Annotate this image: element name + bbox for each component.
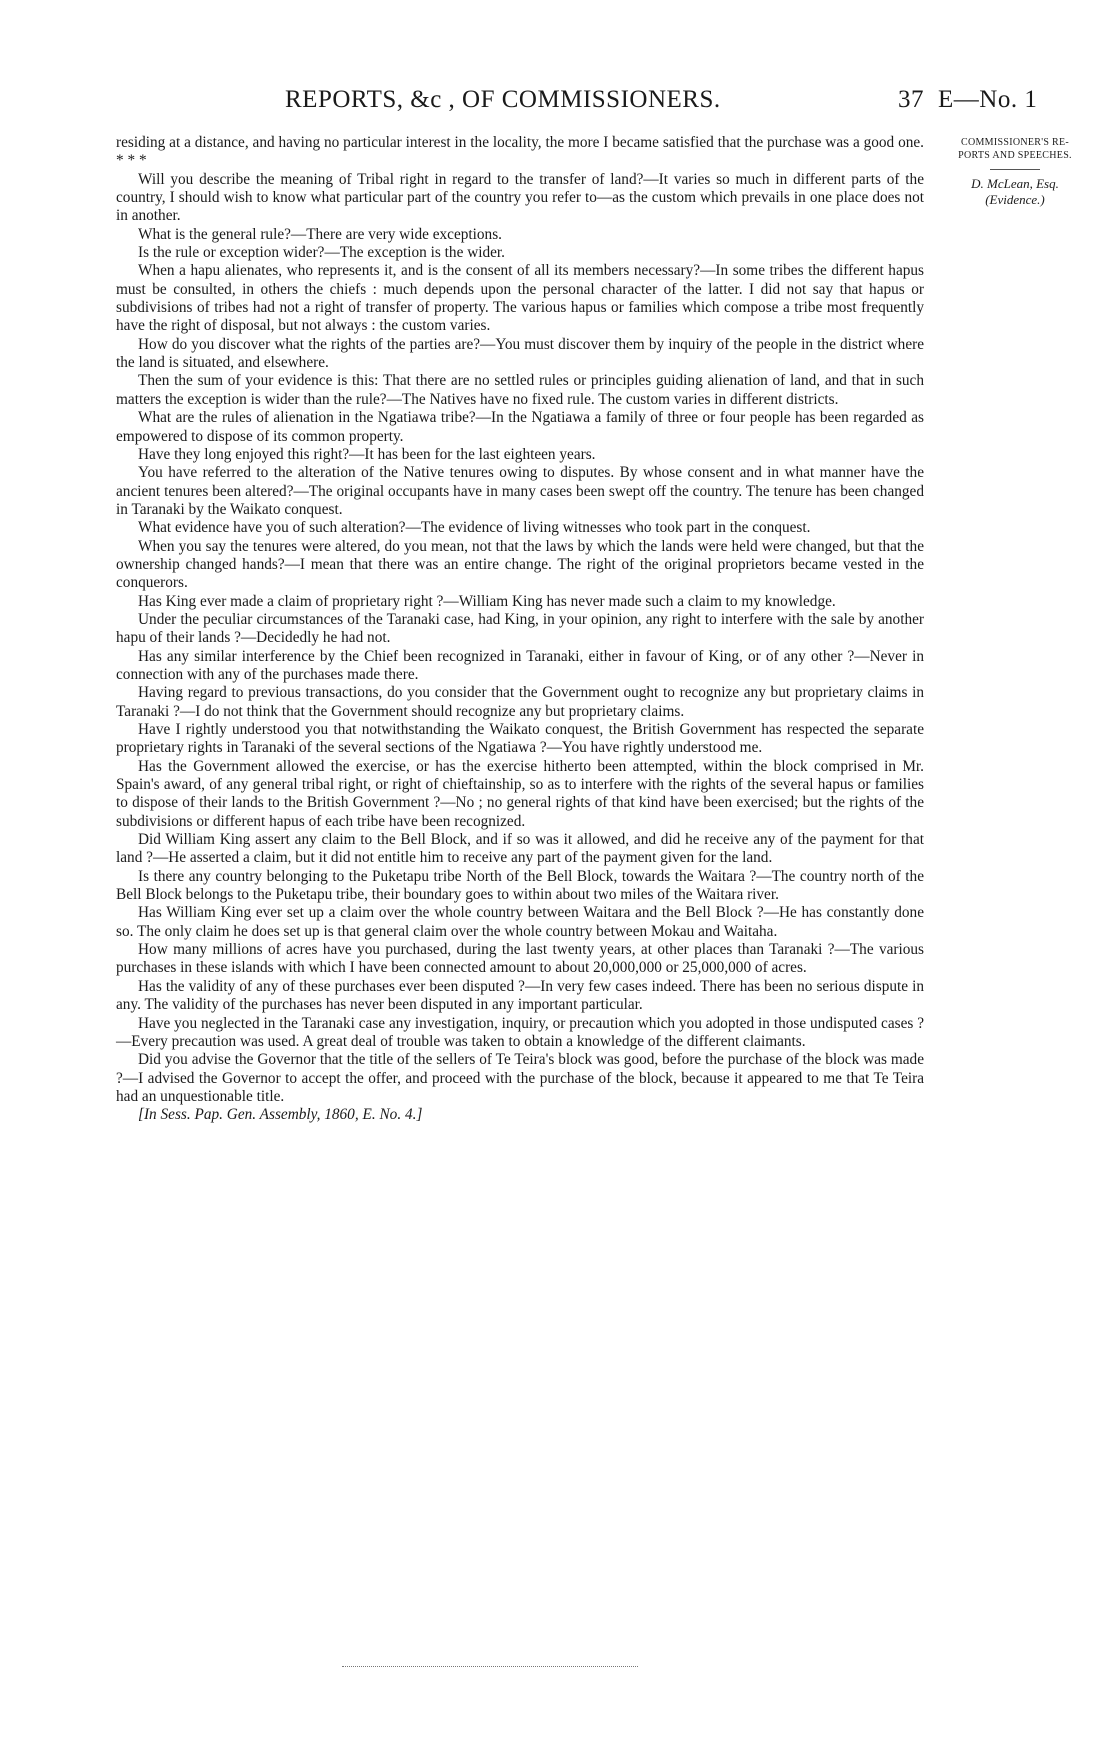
- paragraph: Having regard to previous transactions, do you consider that the Government ought to recognize any but proprietary claims in Taranaki ?—I do not think that the Government should recognize any but proprietary claims.: [116, 684, 924, 720]
- paragraph: residing at a distance, and having no particular interest in the locality, the more I became satisfied that the purchase was a good one. * * *: [116, 134, 924, 170]
- margin-note: [930, 136, 1100, 208]
- paragraph: Did William King assert any claim to the Bell Block, and if so was it allowed, and did he receive any of the payment for that land ?—He asserted a claim, but it did not entitle him to receive any part of the payment given for the land.: [116, 831, 924, 867]
- paragraph: What evidence have you of such alteration?—The evidence of living witnesses who took part in the conquest.: [138, 519, 811, 537]
- paragraph: Have they long enjoyed this right?—It has been for the last eighteen years.: [138, 445, 596, 463]
- paragraph: Has the Government allowed the exercise, or has the exercise hitherto been attempted, within the block comprised in Mr. Spain's award, of any general tribal right, or right of chieftainship, so as to interfere with the rights of the several hapus or families to dispose of their lands to the British Government ?—No ; no general rights of that kind have been exercised; but the rights of the subdivisions or different hapus of each tribe have been recognized.: [116, 757, 924, 830]
- paragraph: Has William King ever set up a claim over the whole country between Waitara and the Bell Block ?—He has constantly done so. The only claim he does set up is that general claim over the whole country between Mokau and Waitaha.: [116, 904, 924, 940]
- margin-divider: [990, 169, 1040, 170]
- paragraph: You have referred to the alteration of the Native tenures owing to disputes. By whose consent and in what manner have the ancient tenures been altered?—The original occupants have in many cases been swept off the country. The tenure has been changed in Taranaki by the Waikato conquest.: [116, 464, 924, 518]
- document-number: E—No. 1: [938, 86, 1038, 113]
- paragraph: Did you advise the Governor that the title of the sellers of Te Teira's block was good, before the purchase of the block was made ?—I advised the Governor to accept the offer, and proceed with the purchase of the block, because it appeared to me that Te Teira had an unquestionable title.: [116, 1051, 924, 1105]
- paragraph: Is there any country belonging to the Puketapu tribe North of the Bell Block, towards the Waitara ?—The country north of the Bell Block belongs to the Puketapu tribe, their boundary goes to within about two miles of the Waitara river.: [116, 867, 924, 904]
- page-header: [100, 86, 1090, 122]
- paragraph: Have you neglected in the Taranaki case any investigation, inquiry, or precaution which you adopted in those undisputed cases ?—Every precaution was used. A great deal of trouble was taken to obtain a knowledge of the different claimants.: [116, 1014, 924, 1050]
- margin-section-line-2: PORTS AND SPEECHES.: [958, 150, 1072, 161]
- paragraph: Then the sum of your evidence is this: That there are no settled rules or principles guiding alienation of land, and that in such matters the exception is wider than the rule?—The Natives have no fixed rule. The custom varies in different districts.: [116, 372, 924, 408]
- paragraph: Has King ever made a claim of proprietary right ?—William King has never made such a claim to my knowledge.: [138, 592, 836, 610]
- paragraph: What are the rules of alienation in the Ngatiawa tribe?—In the Ngatiawa a family of three or four people has been regarded as empowered to dispose of its common property.: [116, 409, 924, 445]
- citation: [In Sess. Pap. Gen. Assembly, 1860, E. No. 4.]: [138, 1106, 423, 1124]
- paragraph: How do you discover what the rights of the parties are?—You must discover them by inquiry of the people in the district where the land is situated, and elsewhere.: [116, 335, 924, 372]
- paragraph: Has the validity of any of these purchases ever been disputed ?—In very few cases indeed. There has been no serious dispute in any. The validity of the purchases has never been disputed in any important particular.: [116, 977, 924, 1014]
- running-title: REPORTS, &c , OF COMMISSIONERS.: [285, 86, 721, 113]
- paragraph: Under the peculiar circumstances of the Taranaki case, had King, in your opinion, any right to interfere with the sale by another hapu of their lands ?—Decidedly he had not.: [116, 610, 924, 647]
- paragraph: How many millions of acres have you purchased, during the last twenty years, at other places than Taranaki ?—The various purchases in these islands with which I have been connected amount to about 20,000,000 or 25,000,000 of acres.: [116, 941, 924, 977]
- paragraph: What is the general rule?—There are very wide exceptions.: [138, 225, 502, 243]
- paragraph: Will you describe the meaning of Tribal right in regard to the transfer of land?—It varies so much in different parts of the country, I should wish to know what particular part of the country you refer to—as the custom which prevails in one place does not in another.: [116, 170, 924, 225]
- closing-rule: [342, 1666, 638, 1667]
- paragraph: Has any similar interference by the Chief been recognized in Taranaki, either in favour of King, or of any other ?—Never in connection with any of the purchases made there.: [116, 647, 924, 683]
- witness-name: D. McLean, Esq.: [971, 176, 1059, 191]
- paragraph: Is the rule or exception wider?—The exception is the wider.: [138, 244, 505, 262]
- margin-section-line-1: COMMISSIONER'S RE-: [960, 137, 1070, 148]
- witness-note: (Evidence.): [985, 192, 1045, 207]
- paragraph: Have I rightly understood you that notwithstanding the Waikato conquest, the British Government has respected the separate proprietary rights in Taranaki of the several sections of the Ngatiawa ?—You have rightly understood me.: [116, 721, 924, 757]
- evidence-text: [116, 134, 924, 1125]
- paragraph: When a hapu alienates, who represents it, and is the consent of all its members necessary?—In some tribes the different hapus must be consulted, in others the chiefs : much depends upon the personal character of the latter. I did not say that hapus or subdivisions of tribes had not a right of transfer of property. The various hapus or families which compose a tribe most frequently have the right of disposal, but not always : the custom varies.: [116, 262, 924, 335]
- paragraph: When you say the tenures were altered, do you mean, not that the laws by which the lands were held were changed, but that the ownership changed hands?—I mean that there was an entire change. The right of the original proprietors became vested in the conquerors.: [116, 537, 924, 592]
- page-number: 37: [898, 86, 924, 113]
